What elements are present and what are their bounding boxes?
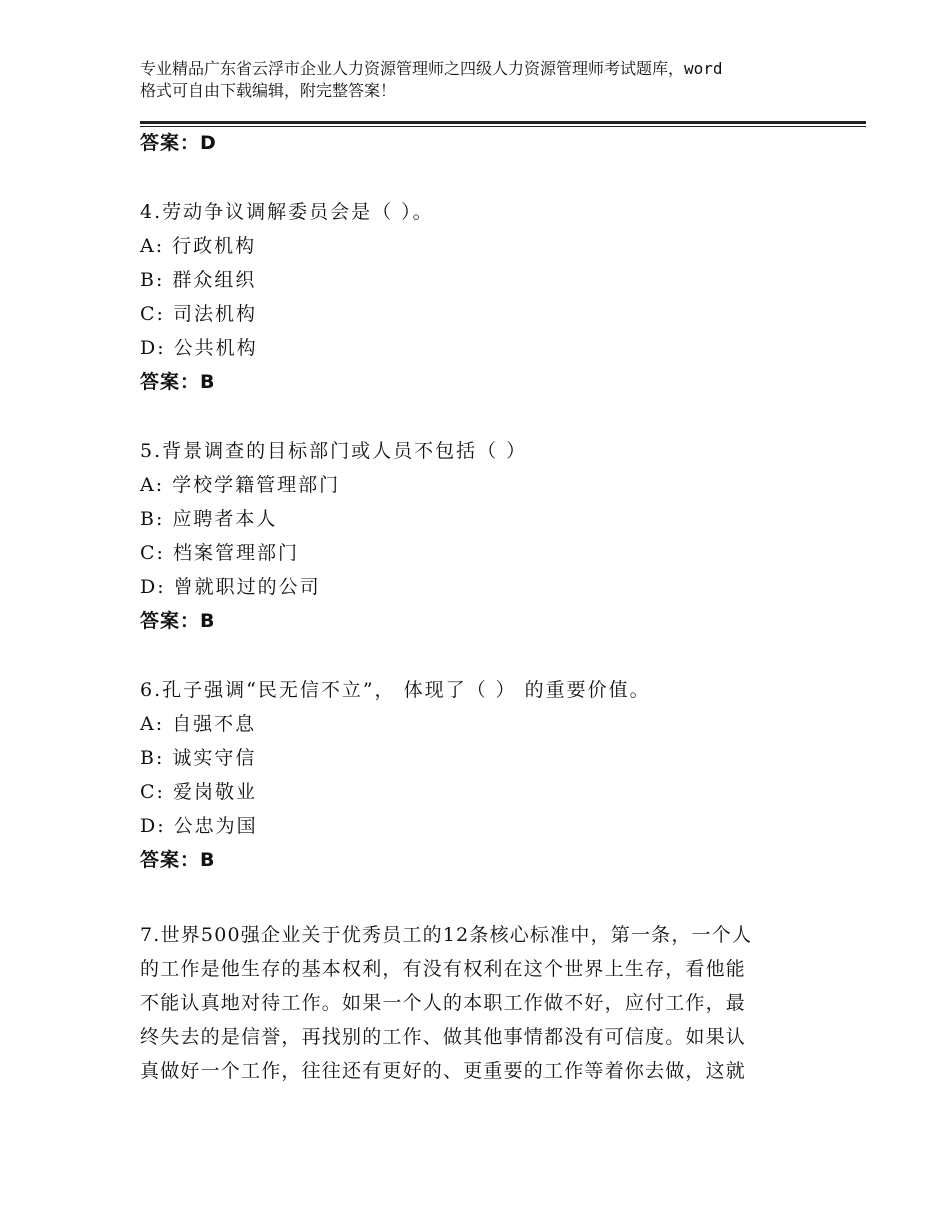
q5-option-d: D: 曾就职过的公司 — [140, 576, 321, 598]
answer-q5: 答案：B — [140, 610, 216, 632]
document-header — [140, 58, 830, 102]
q4-option-d: D: 公共机构 — [140, 337, 258, 359]
q6-option-a: A: 自强不息 — [140, 713, 257, 735]
q7-line-5: 真做好一个工作，往往还有更好的、更重要的工作等着你去做，这就 — [140, 1060, 747, 1082]
q5-option-c: C: 档案管理部门 — [140, 542, 299, 564]
q6-option-d: D: 公忠为国 — [140, 815, 258, 837]
q7-line-1: 7.世界500强企业关于优秀员工的12条核心标准中，第一条，一个人 — [140, 924, 753, 946]
header-line-1: 专业精品广东省云浮市企业人力资源管理师之四级人力资源管理师考试题库，word — [140, 59, 723, 78]
q4-option-b: B: 群众组织 — [140, 269, 257, 291]
question-5: 5.背景调查的目标部门或人员不包括（ ） — [140, 440, 528, 462]
header-line-2: 格式可自由下载编辑，附完整答案！ — [140, 81, 397, 100]
question-6: 6.孔子强调“民无信不立”， 体现了（ ） 的重要价值。 — [140, 679, 651, 701]
answer-q6: 答案：B — [140, 849, 216, 871]
q6-option-b: B: 诚实守信 — [140, 747, 257, 769]
q5-option-a: A: 学校学籍管理部门 — [140, 474, 341, 496]
q7-line-2: 的工作是他生存的基本权利，有没有权利在这个世界上生存，看他能 — [140, 958, 747, 980]
q7-line-4: 终失去的是信誉，再找别的工作、做其他事情都没有可信度。如果认 — [140, 1026, 747, 1048]
q4-option-c: C: 司法机构 — [140, 303, 257, 325]
q5-option-b: B: 应聘者本人 — [140, 508, 278, 530]
header-rule-thin — [140, 126, 866, 127]
q6-option-c: C: 爱岗敬业 — [140, 781, 257, 803]
question-7 — [140, 918, 800, 1088]
q7-line-3: 不能认真地对待工作。如果一个人的本职工作做不好，应付工作，最 — [140, 992, 747, 1014]
q4-option-a: A: 行政机构 — [140, 235, 257, 257]
answer-q3: 答案：D — [140, 132, 217, 154]
answer-q4: 答案：B — [140, 371, 216, 393]
header-rule-thick — [140, 121, 866, 124]
question-4: 4.劳动争议调解委员会是（ ）。 — [140, 201, 434, 223]
